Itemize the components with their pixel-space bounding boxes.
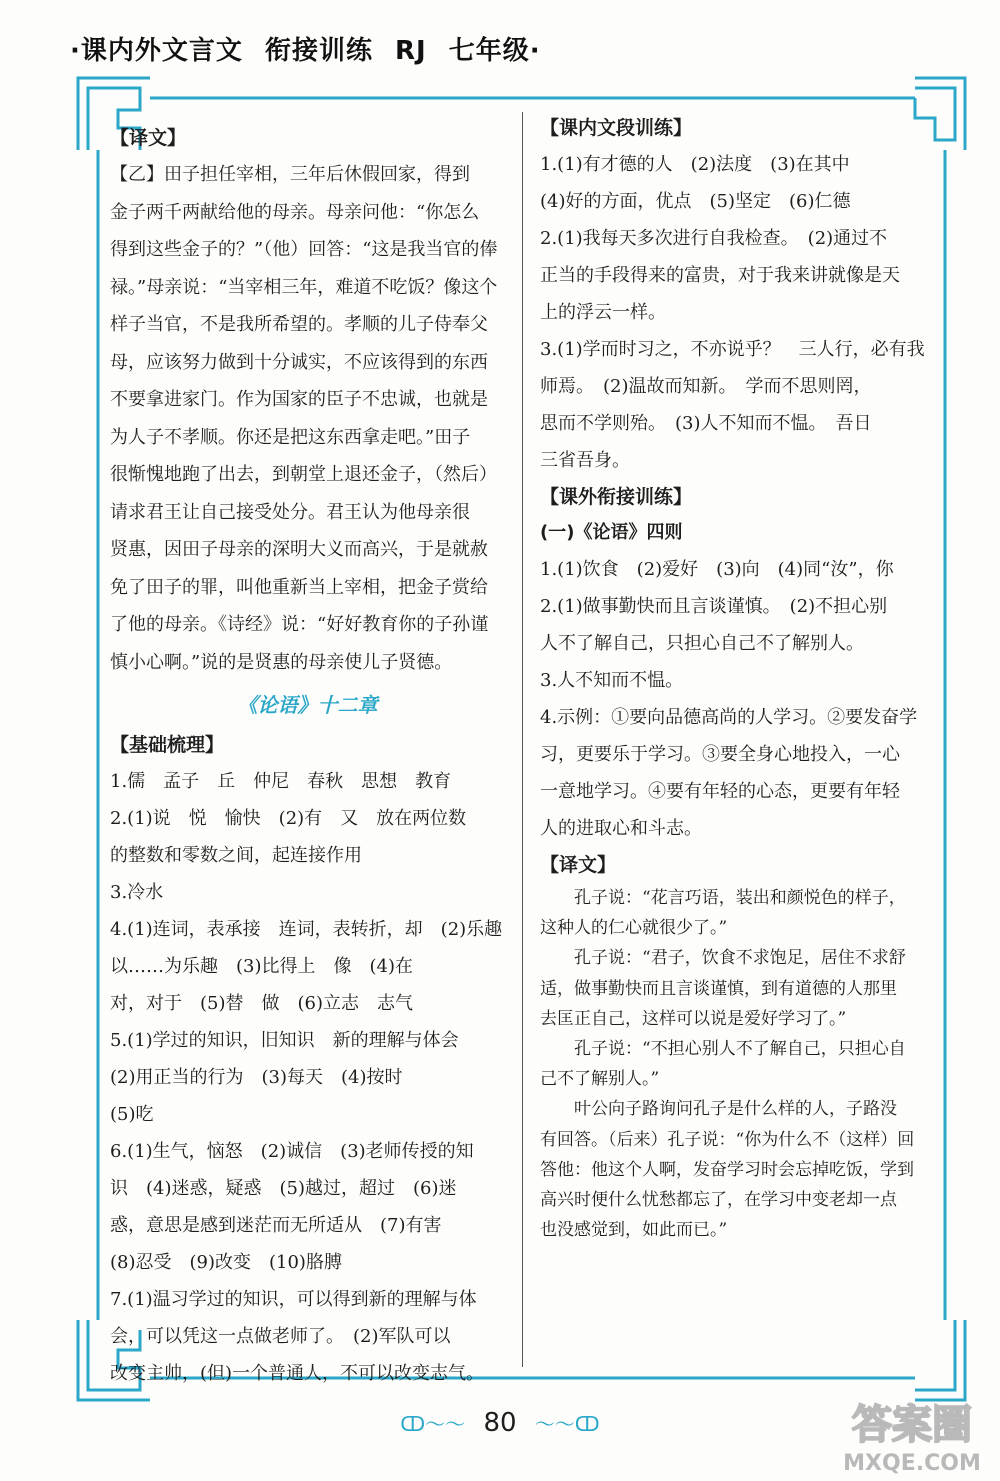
watermark-url: MXQE.COM (843, 1451, 981, 1476)
left-answer-line: 以……为乐趣 (3)比得上 像 (4)在 (110, 956, 413, 977)
section-label-yiwen-right: 【译文】 (540, 854, 617, 876)
left-answer-line: 1.儒 孟子 丘 仲尼 春秋 思想 教育 (110, 771, 452, 792)
right-translation-line: 孔子说：“不担心别人不了解自己，只担心自 (540, 1038, 906, 1059)
right-translation-line: 答他：他这个人啊，发奋学习时会忘掉吃饭，学到 (540, 1159, 914, 1180)
right-translation-text (540, 883, 940, 1245)
left-translation-line: 贤惠，因田子母亲的深明大义而高兴，于是就赦 (110, 539, 488, 560)
kenei-answer-line: 正当的手段得来的富贵，对于我来讲就像是天 (540, 265, 900, 286)
kewai-answer-line: 2.(1)做事勤快而且言谈谨慎。 (2)不担心别 (540, 596, 888, 617)
left-answer-line: (5)吃 (110, 1104, 154, 1125)
left-answer-line: (8)忍受 (9)改变 (10)胳膊 (110, 1252, 342, 1273)
header-edition: RJ (395, 36, 427, 66)
watermark-logo (832, 1392, 992, 1478)
kewai-answer-line: 4.示例：①要向品德高尚的人学习。②要发奋学 (540, 707, 918, 728)
section-label-kenei: 【课内文段训练】 (540, 117, 693, 139)
left-answer-line: 对，对于 (5)替 做 (6)立志 志气 (110, 993, 413, 1014)
left-ornament-icon: ↀ～～ (400, 1412, 466, 1436)
kenei-answer-line: 思而不学则殆。 (3)人不知而不愠。 吾日 (540, 413, 872, 434)
left-translation-line: 金子两千两献给他的母亲。母亲问他：“你怎么 (110, 201, 480, 223)
left-translation-line: 不要拿进家门。作为国家的臣子不忠诚，也就是 (110, 389, 488, 410)
left-answer-line: 识 (4)迷惑，疑惑 (5)越过，超过 (6)迷 (110, 1178, 457, 1199)
left-answer-line: 7.(1)温习学过的知识，可以得到新的理解与体 (110, 1289, 477, 1310)
left-translation-line: 母，应该努力做到十分诚实，不应该得到的东西 (110, 351, 488, 373)
left-answer-line: 会，可以凭这一点做老师了。 (2)军队可以 (110, 1326, 451, 1347)
right-translation-line: 去匡正自己，这样可以说是爱好学习了。” (540, 1008, 847, 1029)
left-answer-line: 惑，意思是感到迷茫而无所适从 (7)有害 (110, 1215, 442, 1236)
right-translation-line: 己不了解别人。” (540, 1069, 660, 1090)
right-column (540, 110, 940, 1245)
right-ornament-icon: ～～ↀ (534, 1412, 600, 1436)
kewai-answer-line: 人的进取心和斗志。 (540, 818, 702, 839)
kewai-subheading: (一)《论语》四则 (540, 522, 683, 543)
header-grade: 七年级· (448, 36, 541, 66)
kenei-answer-line: 上的浮云一样。 (540, 302, 666, 323)
left-answer-line: 的整数和零数之间，起连接作用 (110, 845, 362, 866)
left-answer-line: 5.(1)学过的知识，旧知识 新的理解与体会 (110, 1030, 459, 1051)
kenei-answer-line: 三省吾身。 (540, 450, 630, 471)
left-translation-line: 了他的母亲。《诗经》说：“好好教育你的子孙谨 (110, 614, 489, 635)
kenei-answer-line: 1.(1)有才德的人 (2)法度 (3)在其中 (540, 154, 850, 175)
right-translation-line: 孔子说：“花言巧语，装出和颜悦色的样子， (540, 888, 906, 908)
left-translation-line: 为人子不孝顺。你还是把这东西拿走吧。”田子 (110, 426, 471, 448)
kewai-answers (540, 551, 940, 847)
right-translation-line: 有回答。（后来）孔子说：“你为什么不（这样）回 (540, 1129, 915, 1150)
left-answer-line: 4.(1)连词，表承接 连词，表转折，却 (2)乐趣 (110, 919, 503, 940)
kenei-answer-line: 3.(1)学而时习之，不亦说乎？ 三人行，必有我 (540, 339, 925, 360)
left-answer-line: 2.(1)说 悦 愉快 (2)有 又 放在两位数 (110, 808, 467, 829)
left-answer-line: (2)用正当的行为 (3)每天 (4)按时 (110, 1067, 403, 1088)
kewai-answer-line: 习，更要乐于学习。③要全身心地投入，一心 (540, 744, 900, 765)
right-translation-line: 高兴时便什么忧愁都忘了，在学习中变老却一点 (540, 1189, 897, 1210)
right-translation-line: 叶公向子路询问孔子是什么样的人，子路没 (540, 1099, 897, 1120)
kenei-answer-line: (4)好的方面，优点 (5)坚定 (6)仁德 (540, 191, 851, 212)
left-translation-line: 【乙】田子担任宰相，三年后休假回家，得到 (110, 164, 470, 185)
left-answer-line: 改变主帅，(但)一个普通人，不可以改变志气。 (110, 1363, 485, 1384)
right-translation-line: 这种人的仁心就很少了。” (540, 918, 728, 939)
left-translation-line: 得到这些金子的？”（他）回答：“这是我当官的俸 (110, 239, 498, 260)
left-translation-line: 禄。”母亲说：“当宰相三年，难道不吃饭？像这个 (110, 276, 498, 298)
left-answer-line: 6.(1)生气，恼怒 (2)诚信 (3)老师传授的知 (110, 1141, 474, 1162)
kenei-answer-line: 师焉。 (2)温故而知新。 学而不思则罔， (540, 376, 872, 397)
left-answer-line: 3.冷水 (110, 882, 164, 903)
header-title: ·课内外文言文 (70, 36, 243, 66)
page-number: 80 (483, 1408, 517, 1438)
kewai-answer-line: 一意地学习。④要有年轻的心态，更要有年轻 (540, 781, 900, 802)
kewai-answer-line: 3.人不知而不愠。 (540, 670, 684, 691)
right-translation-line: 也没感觉到，如此而已。” (540, 1220, 728, 1241)
section-label-jichu: 【基础梳理】 (110, 734, 225, 756)
chapter-title: 《论语》十二章 (237, 693, 378, 717)
header-subtitle: 衔接训练 (264, 36, 373, 66)
kenei-answers (540, 146, 940, 479)
right-translation-line: 孔子说：“君子，饮食不求饱足，居住不求舒 (540, 948, 906, 969)
left-translation-text (110, 156, 505, 681)
kewai-answer-line: 人不了解自己，只担心自己不了解别人。 (540, 633, 864, 654)
left-column (110, 120, 505, 1392)
left-answers (110, 763, 505, 1392)
left-translation-line: 请求君王让自己接受处分。君王认为他母亲很 (110, 501, 470, 523)
watermark-text: 答案圈 (852, 1402, 972, 1448)
kewai-answer-line: 1.(1)饮食 (2)爱好 (3)向 (4)同“汝”，你 (540, 559, 894, 580)
section-label-yiwen: 【译文】 (110, 127, 187, 149)
right-translation-line: 适，做事勤快而且言谈谨慎，到有道德的人那里 (540, 978, 897, 999)
column-divider (522, 112, 523, 1367)
left-translation-line: 免了田子的罪，叫他重新当上宰相，把金子赏给 (110, 576, 488, 598)
left-translation-line: 慎小心啊。”说的是贤惠的母亲使儿子贤德。 (110, 651, 453, 673)
left-translation-line: 样子当官，不是我所希望的。孝顺的儿子侍奉父 (110, 314, 488, 335)
left-translation-line: 很惭愧地跑了出去，到朝堂上退还金子，（然后） (110, 464, 497, 485)
section-label-kewai: 【课外衔接训练】 (540, 486, 693, 508)
kenei-answer-line: 2.(1)我每天多次进行自我检查。 (2)通过不 (540, 228, 888, 249)
